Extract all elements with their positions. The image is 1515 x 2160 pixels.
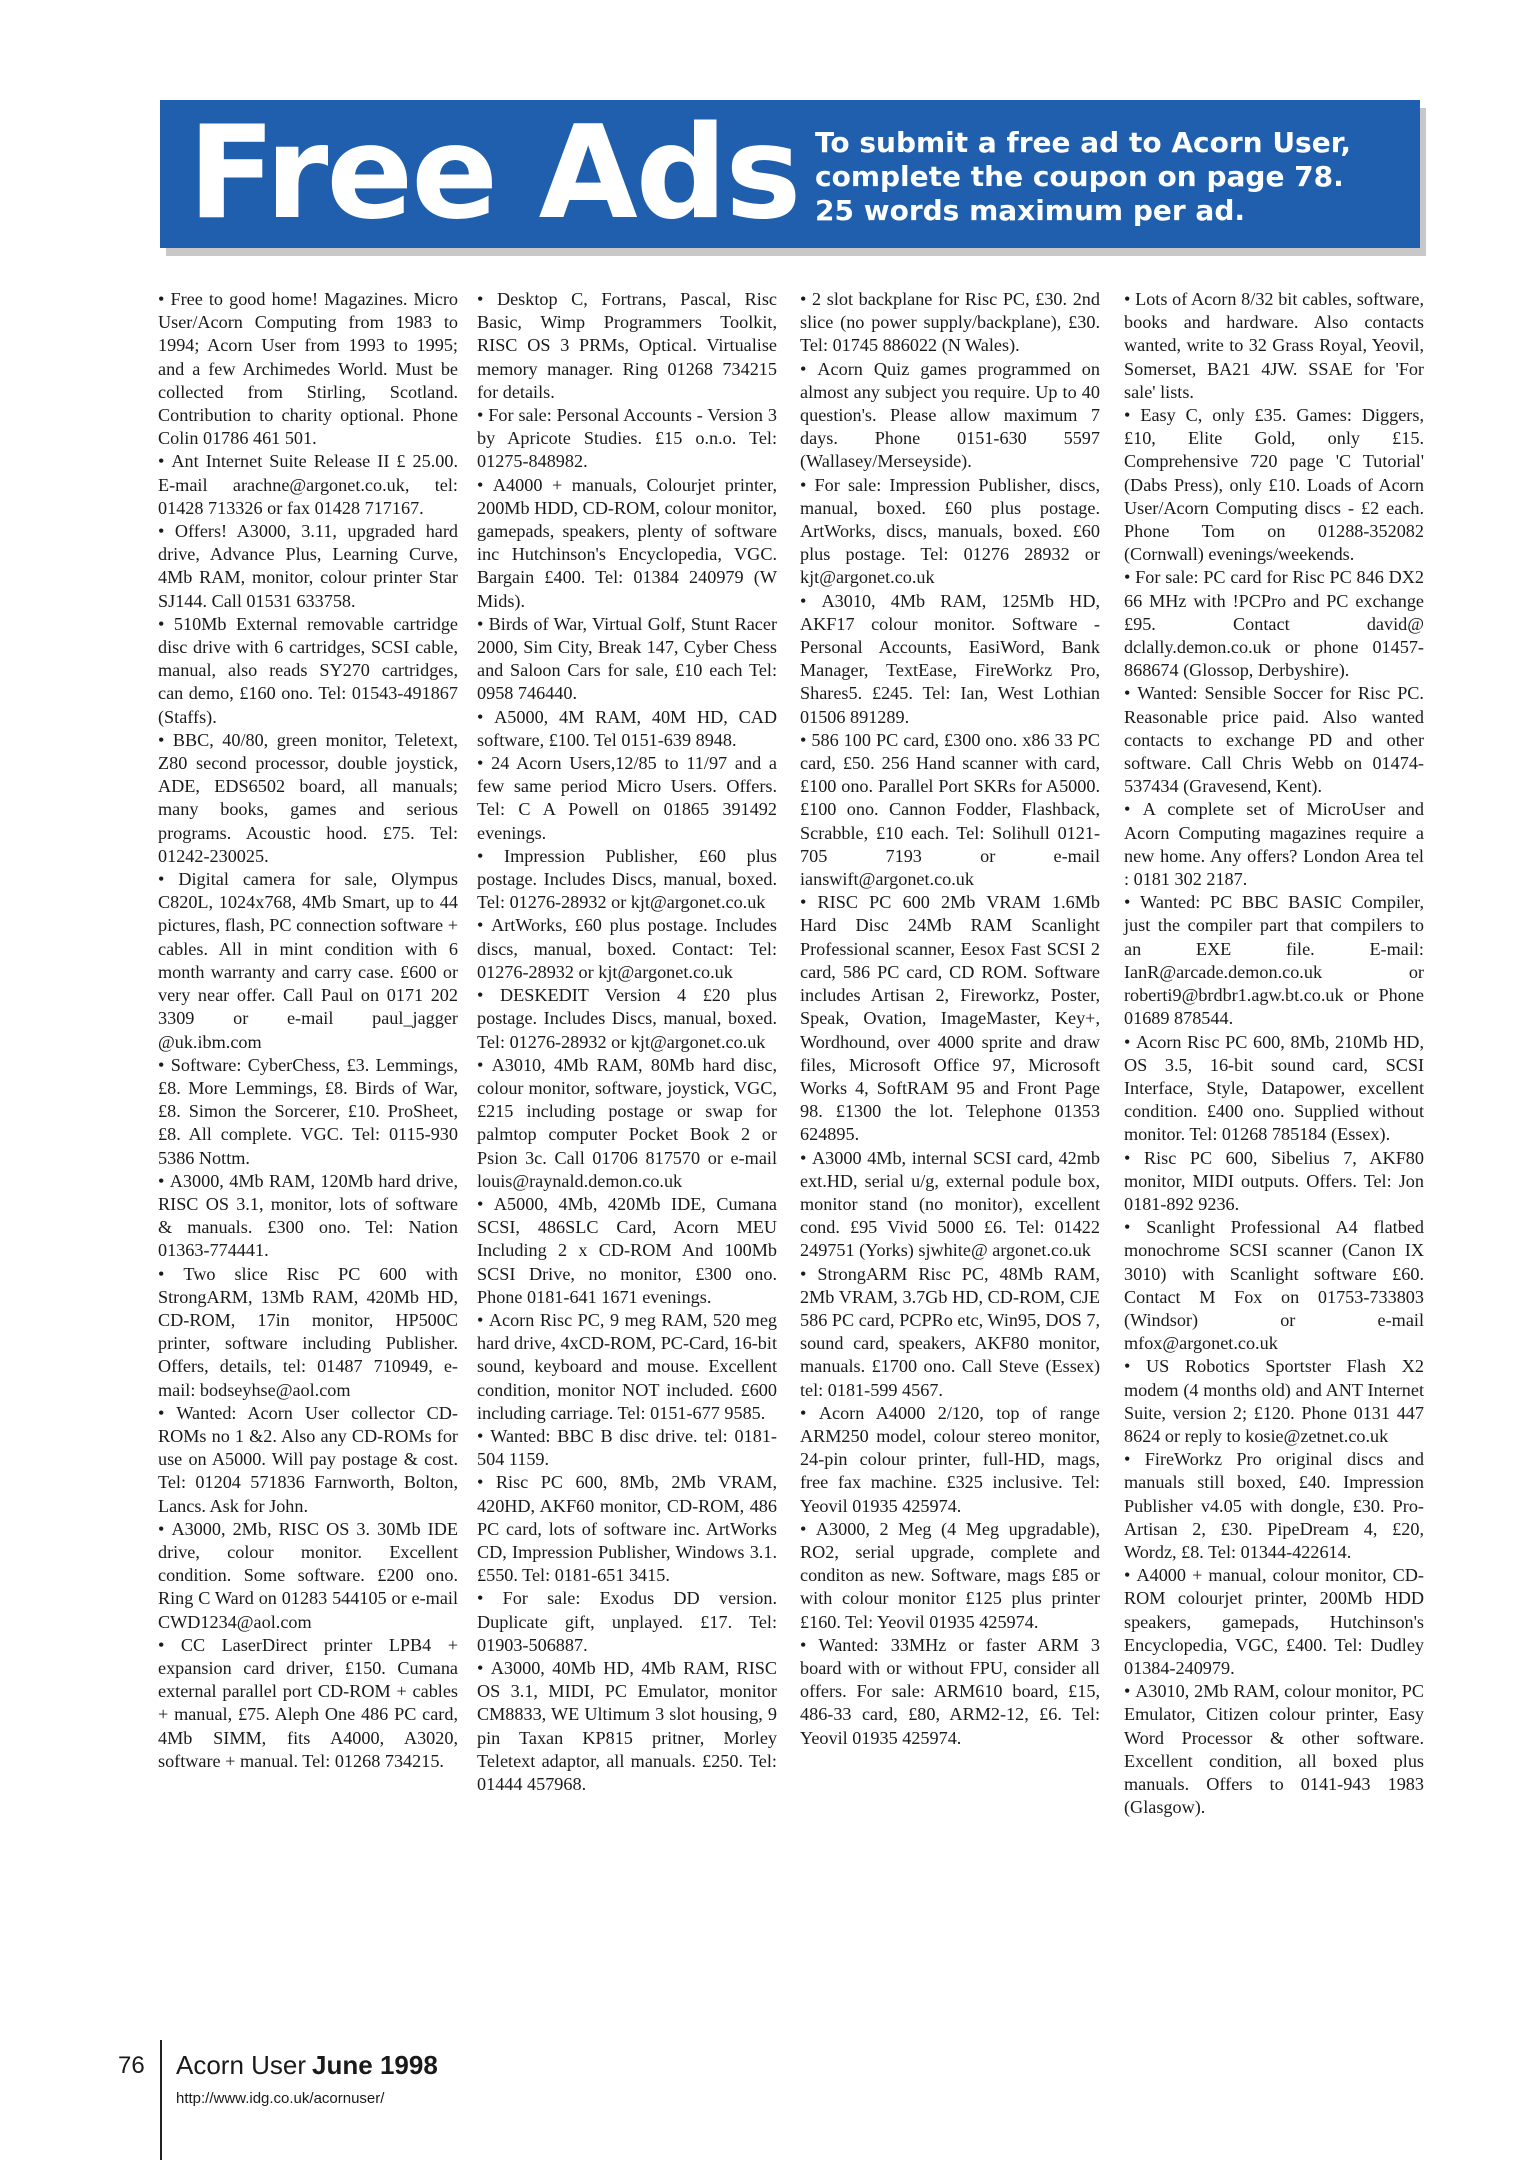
classified-ad: • Wanted: Acorn User collector CD-ROMs no 1 &2. Also any CD-ROMs for use on A5000. Will pay postage & cost. Tel: 01204 571836 Farnworth, Bolton, Lancs. Ask for John. <box>158 1402 458 1518</box>
classified-ad: • A3000, 40Mb HD, 4Mb RAM, RISC OS 3.1, MIDI, PC Emulator, monitor CM8833, WE Ultimum 3 slot housing, 9 pin Taxan KP815 pritner, Morley Teletext adaptor, all manuals. £250. Tel: 01444 457968. <box>477 1657 777 1796</box>
magazine-title <box>176 2050 438 2081</box>
classified-ad: • 24 Acorn Users,12/85 to 11/97 and a few same period Micro Users. Offers. Tel: C A Powell on 01865 391492 evenings. <box>477 752 777 845</box>
classified-ad: • Wanted: BBC B disc drive. tel: 0181-504 1159. <box>477 1425 777 1471</box>
classified-ad: • For sale: Exodus DD version. Duplicate gift, unplayed. £17. Tel: 01903-506887. <box>477 1587 777 1657</box>
magazine-url[interactable]: http://www.idg.co.uk/acornuser/ <box>176 2090 385 2107</box>
banner-subtitle-line: 25 words maximum per ad. <box>815 194 1246 227</box>
banner-subtitle-line: To submit a free ad to Acorn User, <box>815 126 1352 159</box>
classified-ad: • Risc PC 600, Sibelius 7, AKF80 monitor, MIDI outputs. Offers. Tel: Jon 0181-892 9236. <box>1124 1147 1424 1217</box>
classified-ad: • Acorn Risc PC, 9 meg RAM, 520 meg hard drive, 4xCD-ROM, PC-Card, 16-bit sound, keyboard and mouse. Excellent condition, monitor NOT included. £600 including carriage. Tel: 0151-677 9585. <box>477 1309 777 1425</box>
classified-ad: • A3000, 2 Meg (4 Meg upgradable), RO2, serial upgrade, complete and conditon as new. Software, mags £85 or with colour monitor £125 plus printer £160. Tel: Yeovil 01935 425974. <box>800 1518 1100 1634</box>
classified-ad: • A3000 4Mb, internal SCSI card, 42mb ext.HD, serial u/g, external podule box, monitor stand (no monitor), excellent cond. £95 Vivid 5000 £6. Tel: 01422 249751 (Yorks) sjwhite@ argonet.co.uk <box>800 1147 1100 1263</box>
classified-ad: • Birds of War, Virtual Golf, Stunt Racer 2000, Sim City, Break 147, Cyber Chess and Saloon Cars for sale, £10 each Tel: 0958 746440. <box>477 613 777 706</box>
magazine-issue: June 1998 <box>312 2050 438 2080</box>
ads-column-4 <box>1124 288 1424 1819</box>
classified-ad: • Lots of Acorn 8/32 bit cables, software, books and hardware. Also contacts wanted, write to 32 Grass Royal, Yeovil, Somerset, BA21 4JW. SSAE for 'For sale' lists. <box>1124 288 1424 404</box>
magazine-name: Acorn User <box>176 2050 307 2080</box>
classified-ad: • Ant Internet Suite Release II £ 25.00. E-mail arachne@argonet.co.uk, tel: 01428 713326 or fax 01428 717167. <box>158 450 458 520</box>
banner-subtitle <box>815 126 1415 228</box>
classified-ad: • A5000, 4M RAM, 40M HD, CAD software, £100. Tel 0151-639 8948. <box>477 706 777 752</box>
classified-ad: • A3010, 4Mb RAM, 80Mb hard disc, colour monitor, software, joystick, VGC, £215 including postage or swap for palmtop computer Pocket Book 2 or Psion 3c. Call 01706 817570 or e-mail louis@raynald.demon.co.uk <box>477 1054 777 1193</box>
classified-ad: • A3010, 4Mb RAM, 125Mb HD, AKF17 colour monitor. Software - Personal Accounts, EasiWord, Bank Manager, TextEase, FireWorkz Pro, Shares5. £245. Tel: Ian, West Lothian 01506 891289. <box>800 590 1100 729</box>
classified-ad: • Acorn A4000 2/120, top of range ARM250 model, colour stereo monitor, 24-pin colour printer, full-HD, mags, free fax machine. £325 inclusive. Tel: Yeovil 01935 425974. <box>800 1402 1100 1518</box>
classified-ad: • BBC, 40/80, green monitor, Teletext, Z80 second processor, double joystick, ADE, EDS6502 board, all manuals; many books, games and serious programs. Acoustic hood. £75. Tel: 01242-230025. <box>158 729 458 868</box>
page-number: 76 <box>118 2052 145 2079</box>
classified-ad: • Easy C, only £35. Games: Diggers, £10, Elite Gold, only £15. Comprehensive 720 page 'C Tutorial' (Dabs Press), only £10. Loads of Acorn User/Acorn Computing discs - £2 each. Phone Tom on 01288-352082 (Cornwall) evenings/weekends. <box>1124 404 1424 566</box>
classified-ad: • Desktop C, Fortrans, Pascal, Risc Basic, Wimp Programmers Toolkit, RISC OS 3 PRMs, Optical. Virtualise memory manager. Ring 01268 734215 for details. <box>477 288 777 404</box>
classified-ad: • DESKEDIT Version 4 £20 plus postage. Includes Discs, manual, boxed. Tel: 01276-28932 or kjt@argonet.co.uk <box>477 984 777 1054</box>
classified-ad: • A3000, 4Mb RAM, 120Mb hard drive, RISC OS 3.1, monitor, lots of software & manuals. £300 ono. Tel: Nation 01363-774441. <box>158 1170 458 1263</box>
classified-ad: • For sale: Impression Publisher, discs, manual, boxed. £60 plus postage. ArtWorks, discs, manuals, boxed. £60 plus postage. Tel: 01276 28932 or kjt@argonet.co.uk <box>800 474 1100 590</box>
classified-ad: • 510Mb External removable cartridge disc drive with 6 cartridges, SCSI cable, manual, also reads SY270 cartridges, can demo, £160 ono. Tel: 01543-491867 (Staffs). <box>158 613 458 729</box>
free-ads-banner <box>160 100 1420 248</box>
classified-ad: • StrongARM Risc PC, 48Mb RAM, 2Mb VRAM, 3.7Gb HD, CD-ROM, CJE 586 PC card, PCPRo etc, Win95, DOS 7, sound card, speakers, AKF80 monitor, manuals. £1700 ono. Call Steve (Essex) tel: 0181-599 4567. <box>800 1263 1100 1402</box>
classified-ad: • Wanted: PC BBC BASIC Compiler, just the compiler part that compilers to an EXE file. E-mail: IanR@arcade.demon.co.uk or roberti9@brdbr1.agw.bt.co.uk or Phone 01689 878544. <box>1124 891 1424 1030</box>
ads-column-1 <box>158 288 458 1773</box>
classified-ad: • For sale: Personal Accounts - Version 3 by Apricote Studies. £15 o.n.o. Tel: 01275-848982. <box>477 404 777 474</box>
classified-ad: • Scanlight Professional A4 flatbed monochrome SCSI scanner (Canon IX 3010) with Scanlight software £60. Contact M Fox on 01753-733803 (Windsor) or e-mail mfox@argonet.co.uk <box>1124 1216 1424 1355</box>
classified-ad: • A3000, 2Mb, RISC OS 3. 30Mb IDE drive, colour monitor. Excellent condition. Some software. £200 ono. Ring C Ward on 01283 544105 or e-mail CWD1234@aol.com <box>158 1518 458 1634</box>
classified-ad: • For sale: PC card for Risc PC 846 DX2 66 MHz with !PCPro and PC exchange £95. Contact david@ dclally.demon.co.uk or phone 01457-868674 (Glossop, Derbyshire). <box>1124 566 1424 682</box>
classified-ad: • Offers! A3000, 3.11, upgraded hard drive, Advance Plus, Learning Curve, 4Mb RAM, monitor, colour printer Star SJ144. Call 01531 633758. <box>158 520 458 613</box>
footer-divider <box>160 2040 162 2160</box>
classified-ad: • US Robotics Sportster Flash X2 modem (4 months old) and ANT Internet Suite, version 2; £120. Phone 0131 447 8624 or reply to kosie@zetnet.co.uk <box>1124 1355 1424 1448</box>
classified-ad: • Wanted: Sensible Soccer for Risc PC. Reasonable price paid. Also wanted contacts to exchange PD and other software. Call Chris Webb on 01474-537434 (Gravesend, Kent). <box>1124 682 1424 798</box>
classified-ad: • A4000 + manuals, Colourjet printer, 200Mb HDD, CD-ROM, colour monitor, gamepads, speakers, plenty of software inc Hutchinson's Encyclopedia, VGC. Bargain £400. Tel: 01384 240979 (W Mids). <box>477 474 777 613</box>
classified-ad: • 586 100 PC card, £300 ono. x86 33 PC card, £50. 256 Hand scanner with card, £100 ono. Parallel Port SKRs for A5000. £100 ono. Cannon Fodder, Flashback, Scrabble, £10 each. Tel: Solihull 0121-705 7193 or e-mail ianswift@argonet.co.uk <box>800 729 1100 891</box>
classified-ad: • Digital camera for sale, Olympus C820L, 1024x768, 4Mb Smart, up to 44 pictures, flash, PC connection software + cables. All in mint condition with 6 month warranty and carry case. £600 or very near offer. Call Paul on 0171 202 3309 or e-mail paul_jagger @uk.ibm.com <box>158 868 458 1054</box>
classified-ad: • RISC PC 600 2Mb VRAM 1.6Mb Hard Disc 24Mb RAM Scanlight Professional scanner, Eesox Fast SCSI 2 card, 586 PC card, CD ROM. Software includes Artisan 2, Fireworkz, Poster, Speak, Ovation, ImageMaster, Key+, Wordhound, over 4000 sprite and draw files, Microsoft Office 97, Microsoft Works 4, SoftRAM 95 and Front Page 98. £1300 the lot. Telephone 01353 624895. <box>800 891 1100 1146</box>
classified-ad: • Free to good home! Magazines. Micro User/Acorn Computing from 1983 to 1994; Acorn User from 1993 to 1995; and a few Archimedes World. Must be collected from Stirling, Scotland. Contribution to charity optional. Phone Colin 01786 461 501. <box>158 288 458 450</box>
classified-ad: • Risc PC 600, 8Mb, 2Mb VRAM, 420HD, AKF60 monitor, CD-ROM, 486 PC card, lots of software inc. ArtWorks CD, Impression Publisher, Windows 3.1. £550. Tel: 0181-651 3415. <box>477 1471 777 1587</box>
ads-column-3 <box>800 288 1100 1750</box>
ads-column-2 <box>477 288 777 1796</box>
classified-ad: • A5000, 4Mb, 420Mb IDE, Cumana SCSI, 486SLC Card, Acorn MEU Including 2 x CD-ROM And 100Mb SCSI Drive, no monitor, £300 ono. Phone 0181-641 1671 evenings. <box>477 1193 777 1309</box>
banner-title: Free Ads <box>188 99 800 248</box>
classified-ad: • CC LaserDirect printer LPB4 + expansion card driver, £150. Cumana external parallel port CD-ROM + cables + manual, £75. Aleph One 486 PC card, 4Mb SIMM, fits A4000, A3020, software + manual. Tel: 01268 734215. <box>158 1634 458 1773</box>
classified-ad: • Software: CyberChess, £3. Lemmings, £8. More Lemmings, £8. Birds of War, £8. Simon the Sorcerer, £10. ProSheet, £8. All complete. VGC. Tel: 0115-930 5386 Nottm. <box>158 1054 458 1170</box>
classified-ad: • Two slice Risc PC 600 with StrongARM, 13Mb RAM, 420Mb HD, CD-ROM, 17in monitor, HP500C printer, software including Publisher. Offers, details, tel: 01487 710949, e-mail: bodseyhse@aol.com <box>158 1263 458 1402</box>
classified-ad: • 2 slot backplane for Risc PC, £30. 2nd slice (no power supply/backplane), £30. Tel: 01745 886022 (N Wales). <box>800 288 1100 358</box>
classified-ad: • Acorn Risc PC 600, 8Mb, 210Mb HD, OS 3.5, 16-bit sound card, SCSI Interface, Style, Datapower, excellent condition. £400 ono. Supplied without monitor. Tel: 01268 785184 (Essex). <box>1124 1031 1424 1147</box>
classified-ad: • A3010, 2Mb RAM, colour monitor, PC Emulator, Citizen colour printer, Easy Word Processor & other software. Excellent condition, all boxed plus manuals. Offers to 0141-943 1983 (Glasgow). <box>1124 1680 1424 1819</box>
classified-ad: • A4000 + manual, colour monitor, CD-ROM colourjet printer, 200Mb HDD speakers, gamepads, Hutchinson's Encyclopedia, VGC, £400. Tel: Dudley 01384-240979. <box>1124 1564 1424 1680</box>
classified-ad: • A complete set of MicroUser and Acorn Computing magazines require a new home. Any offers? London Area tel : 0181 302 2187. <box>1124 798 1424 891</box>
classified-ad: • ArtWorks, £60 plus postage. Includes discs, manual, boxed. Contact: Tel: 01276-28932 or kjt@argonet.co.uk <box>477 914 777 984</box>
banner-subtitle-line: complete the coupon on page 78. <box>815 160 1344 193</box>
classified-ad: • FireWorkz Pro original discs and manuals still boxed, £40. Impression Publisher v4.05 with dongle, £30. Pro-Artisan 2, £30. PipeDream 4, £20, Wordz, £8. Tel: 01344-422614. <box>1124 1448 1424 1564</box>
classified-ad: • Wanted: 33MHz or faster ARM 3 board with or without FPU, consider all offers. For sale: ARM610 board, £15, 486-33 card, £80, ARM2-12, £6. Tel: Yeovil 01935 425974. <box>800 1634 1100 1750</box>
classified-ad: • Acorn Quiz games programmed on almost any subject you require. Up to 40 question's. Please allow maximum 7 days. Phone 0151-630 5597 (Wallasey/Merseyside). <box>800 358 1100 474</box>
classified-ad: • Impression Publisher, £60 plus postage. Includes Discs, manual, boxed. Tel: 01276-28932 or kjt@argonet.co.uk <box>477 845 777 915</box>
